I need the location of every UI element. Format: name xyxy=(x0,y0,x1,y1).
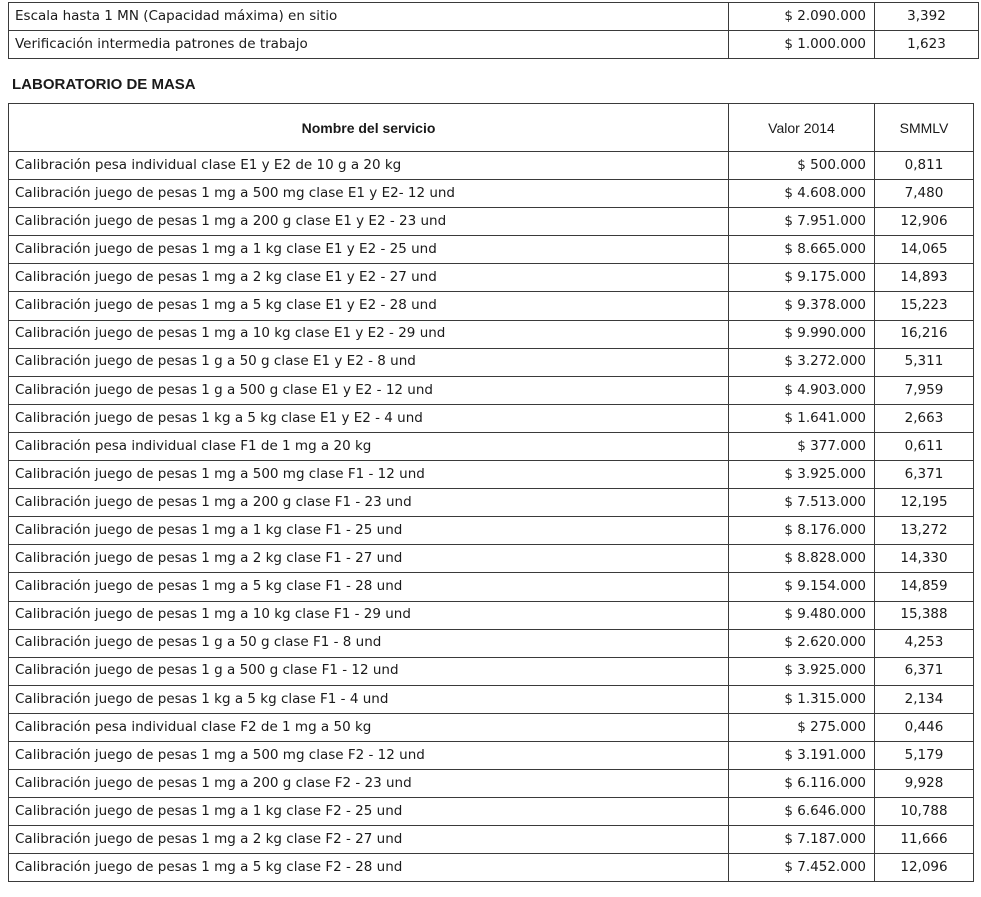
service-name-cell: Calibración pesa individual clase E1 y E2 de 10 g a 20 kg xyxy=(9,152,729,180)
smmlv-cell: 10,788 xyxy=(875,798,974,826)
table-row xyxy=(9,489,974,517)
table-row xyxy=(9,236,974,264)
service-name-cell: Calibración juego de pesas 1 mg a 500 mg clase E1 y E2- 12 und xyxy=(9,180,729,208)
price-cell: $ 3.925.000 xyxy=(729,461,875,489)
price-cell: $ 7.513.000 xyxy=(729,489,875,517)
smmlv-cell: 6,371 xyxy=(875,657,974,685)
price-cell: $ 9.154.000 xyxy=(729,573,875,601)
service-name-cell: Calibración juego de pesas 1 g a 50 g clase F1 - 8 und xyxy=(9,629,729,657)
section-title: LABORATORIO DE MASA xyxy=(12,76,196,93)
price-cell: $ 3.272.000 xyxy=(729,348,875,376)
price-cell: $ 8.665.000 xyxy=(729,236,875,264)
table-header-row xyxy=(9,104,974,152)
service-name-cell: Calibración juego de pesas 1 mg a 2 kg clase E1 y E2 - 27 und xyxy=(9,264,729,292)
smmlv-cell: 3,392 xyxy=(875,3,979,31)
smmlv-cell: 5,179 xyxy=(875,741,974,769)
smmlv-cell: 14,330 xyxy=(875,545,974,573)
smmlv-cell: 14,893 xyxy=(875,264,974,292)
price-cell: $ 275.000 xyxy=(729,713,875,741)
service-name-cell: Calibración juego de pesas 1 mg a 5 kg clase F1 - 28 und xyxy=(9,573,729,601)
service-name-cell: Calibración juego de pesas 1 mg a 5 kg clase E1 y E2 - 28 und xyxy=(9,292,729,320)
price-cell: $ 3.925.000 xyxy=(729,657,875,685)
service-name-cell: Calibración juego de pesas 1 mg a 10 kg clase F1 - 29 und xyxy=(9,601,729,629)
price-cell: $ 6.646.000 xyxy=(729,798,875,826)
table-row xyxy=(9,180,974,208)
price-cell: $ 9.175.000 xyxy=(729,264,875,292)
table-row xyxy=(9,854,974,882)
smmlv-cell: 13,272 xyxy=(875,517,974,545)
smmlv-cell: 9,928 xyxy=(875,770,974,798)
smmlv-cell: 0,811 xyxy=(875,152,974,180)
table-row xyxy=(9,741,974,769)
table-row xyxy=(9,826,974,854)
price-cell: $ 500.000 xyxy=(729,152,875,180)
service-name-cell: Calibración juego de pesas 1 mg a 1 kg clase F2 - 25 und xyxy=(9,798,729,826)
smmlv-cell: 7,480 xyxy=(875,180,974,208)
price-cell: $ 2.090.000 xyxy=(729,3,875,31)
smmlv-cell: 16,216 xyxy=(875,320,974,348)
header-smmlv: SMMLV xyxy=(875,104,974,152)
service-name-cell: Calibración juego de pesas 1 g a 500 g clase E1 y E2 - 12 und xyxy=(9,376,729,404)
table-row xyxy=(9,320,974,348)
price-cell: $ 377.000 xyxy=(729,432,875,460)
price-cell: $ 7.452.000 xyxy=(729,854,875,882)
price-cell: $ 1.641.000 xyxy=(729,404,875,432)
smmlv-cell: 2,663 xyxy=(875,404,974,432)
header-service-name: Nombre del servicio xyxy=(9,104,729,152)
smmlv-cell: 12,195 xyxy=(875,489,974,517)
smmlv-cell: 14,859 xyxy=(875,573,974,601)
table-row xyxy=(9,3,979,31)
price-cell: $ 9.990.000 xyxy=(729,320,875,348)
top-table-body xyxy=(9,3,979,59)
price-cell: $ 1.000.000 xyxy=(729,31,875,59)
smmlv-cell: 15,223 xyxy=(875,292,974,320)
price-cell: $ 7.951.000 xyxy=(729,208,875,236)
service-name-cell: Escala hasta 1 MN (Capacidad máxima) en sitio xyxy=(9,3,729,31)
smmlv-cell: 5,311 xyxy=(875,348,974,376)
service-name-cell: Calibración pesa individual clase F2 de 1 mg a 50 kg xyxy=(9,713,729,741)
smmlv-cell: 1,623 xyxy=(875,31,979,59)
service-name-cell: Verificación intermedia patrones de trabajo xyxy=(9,31,729,59)
service-name-cell: Calibración juego de pesas 1 mg a 200 g clase F2 - 23 und xyxy=(9,770,729,798)
smmlv-cell: 12,906 xyxy=(875,208,974,236)
table-row xyxy=(9,713,974,741)
price-cell: $ 7.187.000 xyxy=(729,826,875,854)
service-name-cell: Calibración juego de pesas 1 mg a 10 kg clase E1 y E2 - 29 und xyxy=(9,320,729,348)
table-row xyxy=(9,685,974,713)
table-row xyxy=(9,545,974,573)
table-row xyxy=(9,208,974,236)
header-value-2014: Valor 2014 xyxy=(729,104,875,152)
service-name-cell: Calibración juego de pesas 1 mg a 1 kg clase F1 - 25 und xyxy=(9,517,729,545)
table-row xyxy=(9,404,974,432)
price-cell: $ 1.315.000 xyxy=(729,685,875,713)
price-cell: $ 4.903.000 xyxy=(729,376,875,404)
smmlv-cell: 2,134 xyxy=(875,685,974,713)
price-cell: $ 6.116.000 xyxy=(729,770,875,798)
service-name-cell: Calibración juego de pesas 1 g a 500 g clase F1 - 12 und xyxy=(9,657,729,685)
price-cell: $ 4.608.000 xyxy=(729,180,875,208)
service-name-cell: Calibración juego de pesas 1 mg a 500 mg clase F2 - 12 und xyxy=(9,741,729,769)
table-row xyxy=(9,31,979,59)
top-services-table xyxy=(8,2,979,59)
price-cell: $ 9.480.000 xyxy=(729,601,875,629)
price-cell: $ 9.378.000 xyxy=(729,292,875,320)
price-cell: $ 2.620.000 xyxy=(729,629,875,657)
service-name-cell: Calibración juego de pesas 1 mg a 1 kg clase E1 y E2 - 25 und xyxy=(9,236,729,264)
table-row xyxy=(9,348,974,376)
service-name-cell: Calibración juego de pesas 1 mg a 200 g clase E1 y E2 - 23 und xyxy=(9,208,729,236)
service-name-cell: Calibración juego de pesas 1 g a 50 g clase E1 y E2 - 8 und xyxy=(9,348,729,376)
service-name-cell: Calibración juego de pesas 1 kg a 5 kg clase F1 - 4 und xyxy=(9,685,729,713)
table-row xyxy=(9,770,974,798)
price-cell: $ 3.191.000 xyxy=(729,741,875,769)
service-name-cell: Calibración juego de pesas 1 mg a 2 kg clase F1 - 27 und xyxy=(9,545,729,573)
price-cell: $ 8.176.000 xyxy=(729,517,875,545)
mass-table-body xyxy=(9,152,974,882)
table-row xyxy=(9,601,974,629)
table-row xyxy=(9,657,974,685)
smmlv-cell: 11,666 xyxy=(875,826,974,854)
table-row xyxy=(9,432,974,460)
table-row xyxy=(9,376,974,404)
table-row xyxy=(9,264,974,292)
table-row xyxy=(9,461,974,489)
service-name-cell: Calibración juego de pesas 1 mg a 5 kg clase F2 - 28 und xyxy=(9,854,729,882)
smmlv-cell: 4,253 xyxy=(875,629,974,657)
service-name-cell: Calibración juego de pesas 1 mg a 500 mg clase F1 - 12 und xyxy=(9,461,729,489)
mass-laboratory-table xyxy=(8,103,974,882)
smmlv-cell: 14,065 xyxy=(875,236,974,264)
table-row xyxy=(9,573,974,601)
smmlv-cell: 7,959 xyxy=(875,376,974,404)
table-row xyxy=(9,292,974,320)
smmlv-cell: 6,371 xyxy=(875,461,974,489)
smmlv-cell: 15,388 xyxy=(875,601,974,629)
service-name-cell: Calibración pesa individual clase F1 de 1 mg a 20 kg xyxy=(9,432,729,460)
table-row xyxy=(9,629,974,657)
price-cell: $ 8.828.000 xyxy=(729,545,875,573)
table-row xyxy=(9,798,974,826)
service-name-cell: Calibración juego de pesas 1 mg a 200 g clase F1 - 23 und xyxy=(9,489,729,517)
table-row xyxy=(9,152,974,180)
smmlv-cell: 0,611 xyxy=(875,432,974,460)
smmlv-cell: 12,096 xyxy=(875,854,974,882)
service-name-cell: Calibración juego de pesas 1 kg a 5 kg clase E1 y E2 - 4 und xyxy=(9,404,729,432)
smmlv-cell: 0,446 xyxy=(875,713,974,741)
service-name-cell: Calibración juego de pesas 1 mg a 2 kg clase F2 - 27 und xyxy=(9,826,729,854)
table-row xyxy=(9,517,974,545)
